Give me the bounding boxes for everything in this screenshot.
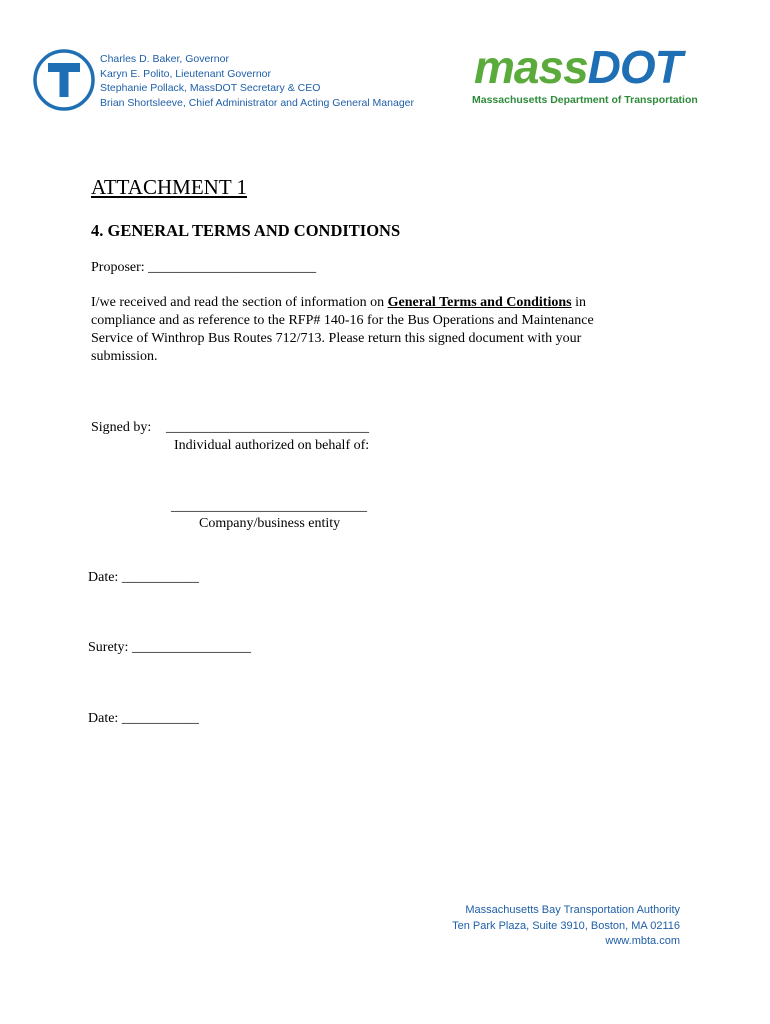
massdot-logo <box>470 42 740 112</box>
surety-field: Surety: _________________ <box>88 640 251 655</box>
signed-by-line: _____________________________ <box>166 420 369 435</box>
acknowledgement-paragraph <box>91 294 651 366</box>
massdot-wordmark <box>474 42 682 92</box>
official-administrator: Brian Shortsleeve, Chief Administrator and Acting General Manager <box>100 96 415 109</box>
company-caption: Company/business entity <box>199 516 341 531</box>
massdot-wordmark-mass: mass <box>474 41 588 93</box>
section-title: 4. GENERAL TERMS AND CONDITIONS <box>91 221 401 240</box>
officials-list <box>100 52 414 110</box>
paragraph-line-1-end: in <box>571 295 586 310</box>
massdot-wordmark-dot: DOT <box>587 41 682 93</box>
paragraph-line-4: submission. <box>91 349 158 364</box>
paragraph-line-2: compliance and as reference to the RFP# 140-16 for the Bus Operations and Maintenance <box>91 313 594 328</box>
footer-organization: Massachusetts Bay Transportation Authority <box>465 904 680 916</box>
signed-by-caption: Individual authorized on behalf of: <box>174 438 370 453</box>
signed-by-label: Signed by: <box>91 420 152 435</box>
proposer-field: Proposer: ________________________ <box>91 260 317 275</box>
footer-street: Ten Park Plaza, Suite 3910, Boston, MA 02116 <box>452 919 680 932</box>
massdot-subtitle: Massachusetts Department of Transportation <box>472 94 698 106</box>
general-terms-highlight: General Terms and Conditions <box>387 295 572 310</box>
official-secretary: Stephanie Pollack, MassDOT Secretary & CEO <box>100 82 321 94</box>
date-field-2: Date: ___________ <box>88 711 199 726</box>
company-line: ____________________________ <box>171 499 367 514</box>
footer-website: www.mbta.com <box>605 935 680 947</box>
date-field-1: Date: ___________ <box>88 570 199 585</box>
mbta-t-logo-icon <box>33 49 95 111</box>
footer-address <box>452 903 680 950</box>
official-governor: Charles D. Baker, Governor <box>100 53 229 65</box>
official-lt-governor: Karyn E. Polito, Lieutenant Governor <box>100 67 272 80</box>
paragraph-line-1-start: I/we received and read the section of information on <box>91 295 388 310</box>
attachment-title: ATTACHMENT 1 <box>91 175 248 199</box>
paragraph-line-1 <box>91 294 651 312</box>
paragraph-line-3: Service of Winthrop Bus Routes 712/713. Please return this signed document with your <box>91 331 582 346</box>
